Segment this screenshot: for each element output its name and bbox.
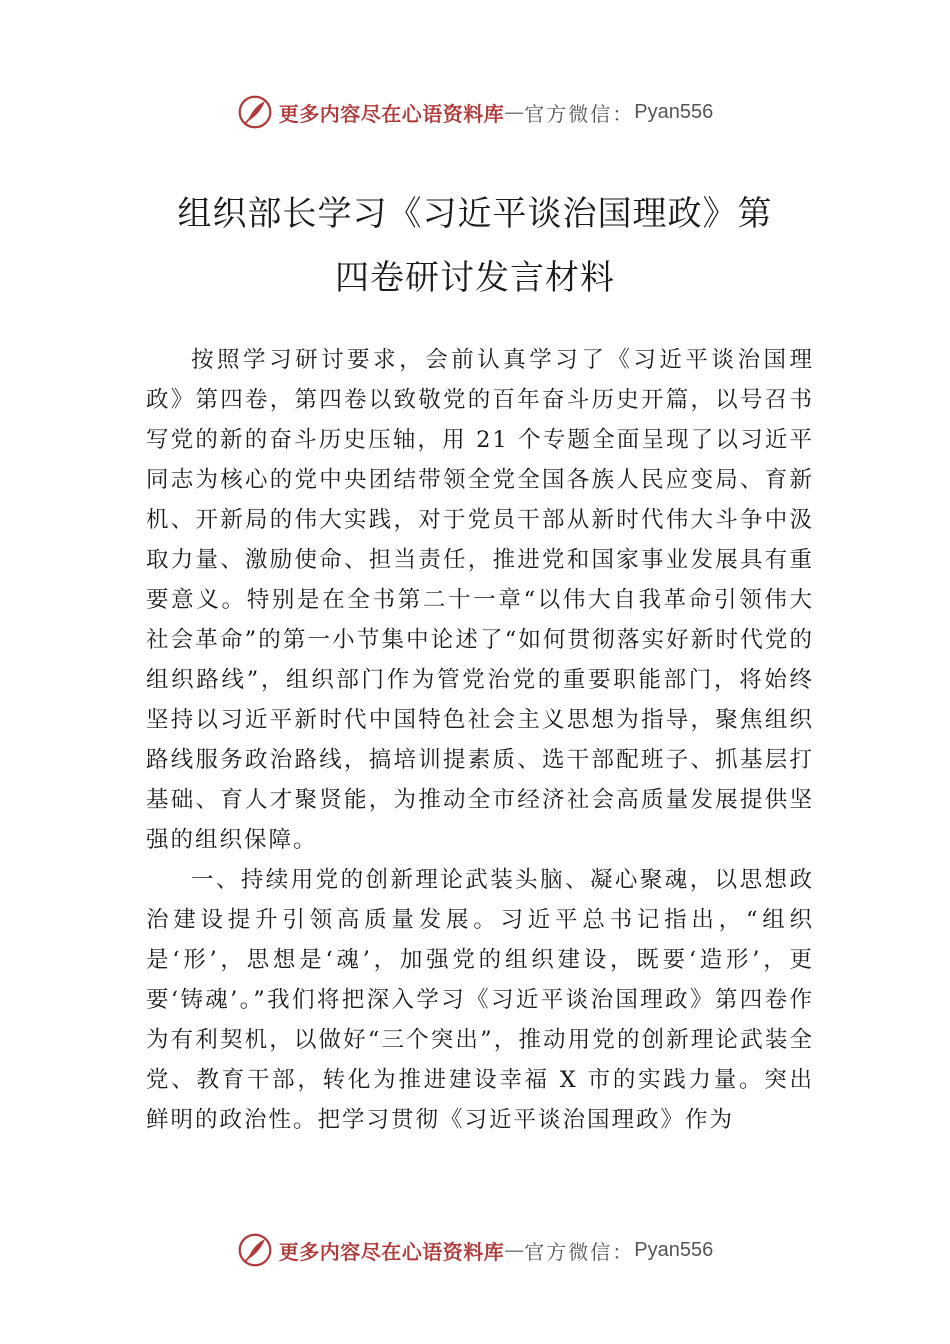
banner-link-text[interactable]: 更多内容尽在心语资料库: [278, 101, 505, 126]
body-paragraph: 按照学习研讨要求，会前认真学习了《习近平谈治国理政》第四卷，第四卷以致敬党的百年奋斗历史开篇，以号召书写党的新的奋斗历史压轴，用 21 个专题全面呈现了以习近平同志为核心的党中央团结带领全党全国各族人民应变局、育新机、开新局的伟大实践，对于党员干部从新时代伟大斗争中汲取力量、激励使命、担当责任，推进党和国家事业发展具有重要意义。特别是在全书第二十一章“以伟大自我革命引领伟大社会革命”的第一小节集中论述了“如何贯彻落实好新时代党的组织路线”，组织部门作为管党治党的重要职能部门，将始终坚持以习近平新时代中国特色社会主义思想为指导，聚焦组织路线服务政治路线，搞培训提素质、选干部配班子、抓基层打基础、育人才聚贤能，为推动全市经济社会高质量发展提供坚强的组织保障。: [146, 347, 814, 853]
title-line-2: 四卷研讨发言材料: [335, 258, 615, 298]
document-body: [146, 340, 814, 1140]
header-banner: [0, 94, 950, 130]
document-title: [0, 182, 950, 310]
banner-wechat-label: 官方微信：: [524, 1239, 635, 1264]
banner-separator: —: [504, 100, 525, 124]
banner-wechat-id: Pyan556: [634, 100, 714, 123]
title-line-1: 组织部长学习《习近平谈治国理政》第: [177, 194, 773, 234]
quill-pen-logo-icon: [237, 94, 273, 130]
body-paragraph: 一、持续用党的创新理论武装头脑、凝心聚魂，以思想政治建设提升引领高质量发展。习近平总书记指出，“组织是‘形’，思想是‘魂’，加强党的组织建设，既要‘造形’，更要‘铸魂’。”我们将把深入学习《习近平谈治国理政》第四卷作为有利契机，以做好“三个突出”，推动用党的创新理论武装全党、教育干部，转化为推进建设幸福 X 市的实践力量。突出鲜明的政治性。把学习贯彻《习近平谈治国理政》作为: [146, 867, 814, 1133]
quill-pen-logo-icon: [237, 1232, 273, 1268]
banner-link-text[interactable]: 更多内容尽在心语资料库: [278, 1239, 505, 1264]
banner-wechat-label: 官方微信：: [524, 101, 635, 126]
banner-separator: —: [504, 1238, 525, 1262]
banner-wechat-id: Pyan556: [634, 1238, 714, 1261]
footer-banner: [0, 1232, 950, 1268]
